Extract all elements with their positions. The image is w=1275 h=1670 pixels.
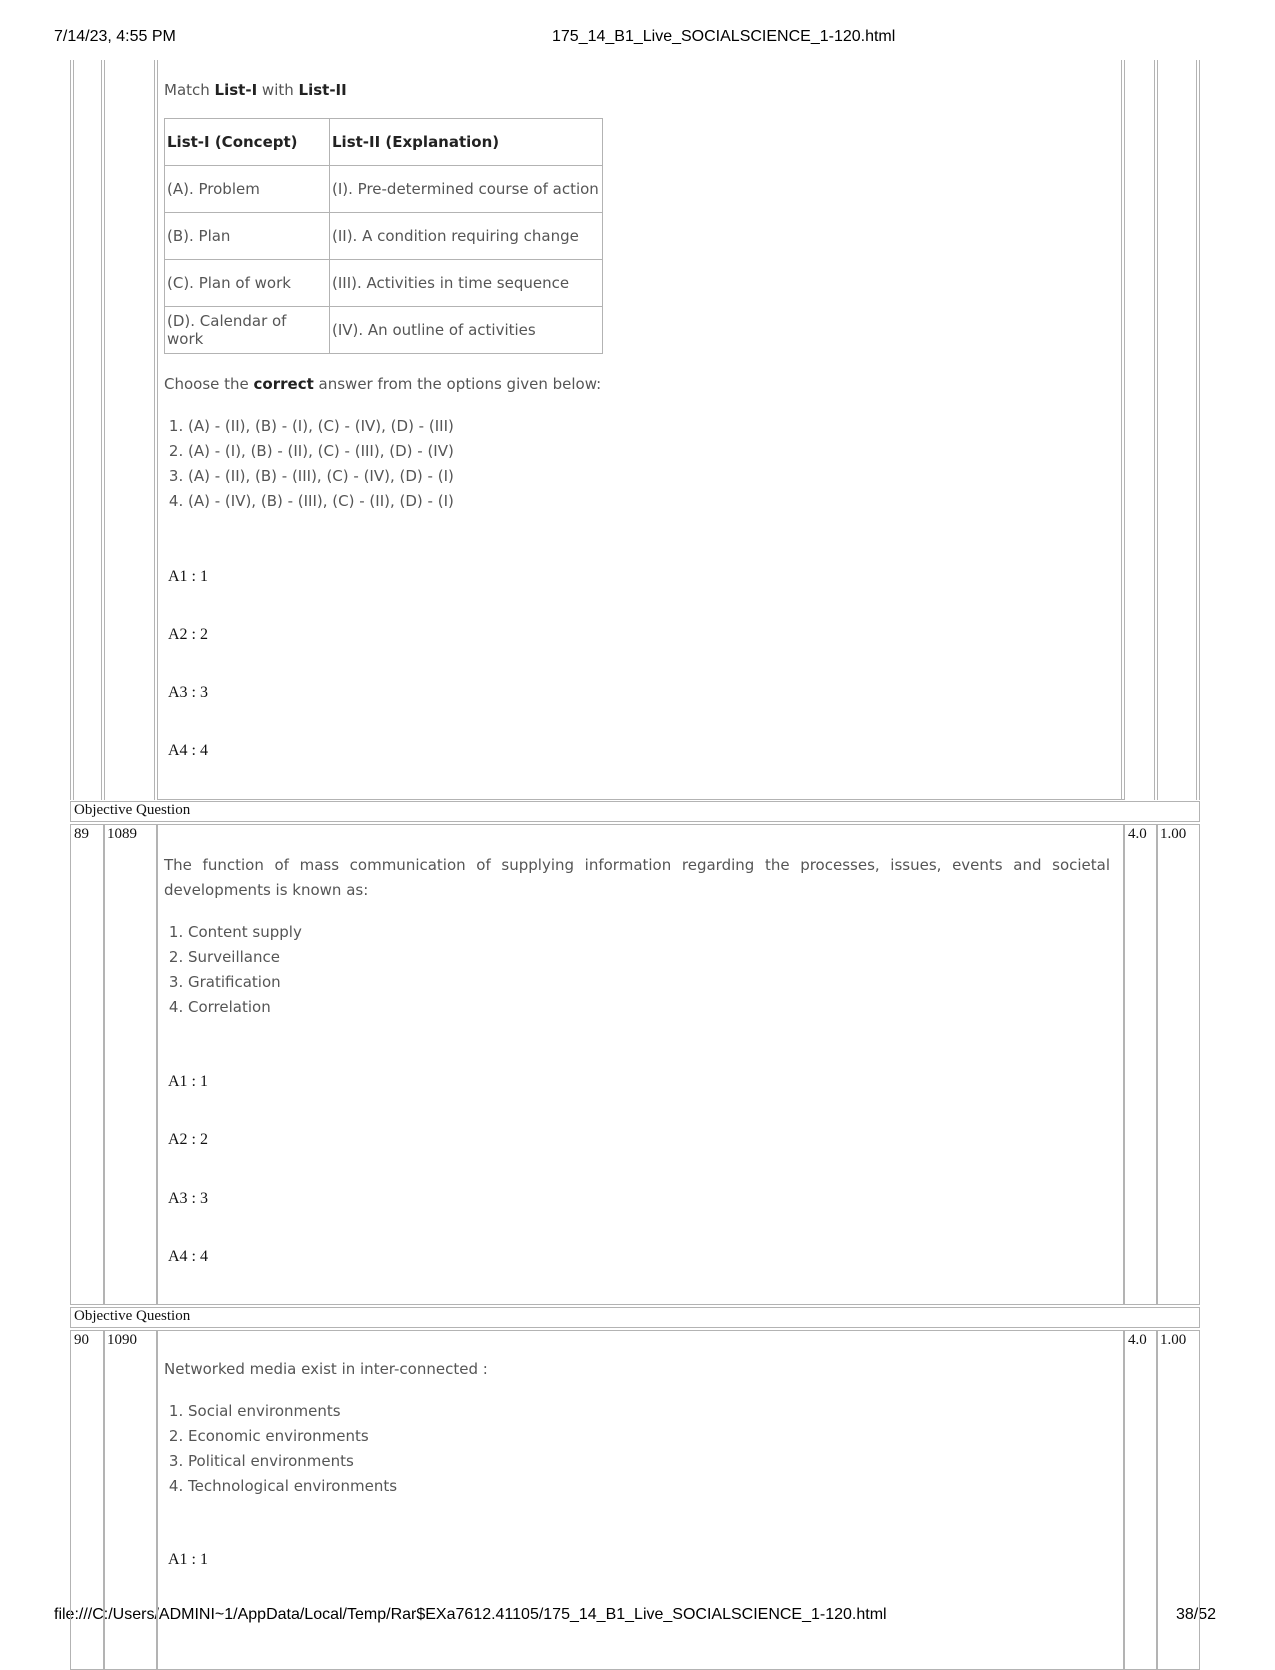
column-rule — [1196, 60, 1197, 800]
answer-option: A4 : 4 — [168, 742, 208, 759]
column-rule — [157, 60, 158, 800]
column-rule — [101, 60, 102, 800]
answer-option: A1 : 1 — [168, 1073, 208, 1090]
option-item: 3. Political environments — [188, 1449, 397, 1474]
table-cell: (IV). An outline of activities — [330, 307, 603, 354]
column-rule — [154, 60, 155, 800]
choose-instruction: Choose the correct answer from the options given below: — [164, 375, 602, 393]
list2-header: List-II (Explanation) — [330, 119, 603, 166]
table-row — [165, 166, 603, 213]
qid-cell — [104, 1330, 157, 1670]
table-cell: (III). Activities in time sequence — [330, 260, 603, 307]
table-row — [165, 307, 603, 354]
answer-option: A4 : 4 — [168, 1248, 208, 1265]
table-header-row — [165, 119, 603, 166]
option-item: 2. Economic environments — [188, 1424, 397, 1449]
table-cell: (D). Calendar of work — [165, 307, 330, 354]
option-item: 4. Correlation — [188, 995, 302, 1020]
column-rule — [1157, 60, 1158, 800]
column-rule — [1154, 60, 1155, 800]
question-id: 1090 — [107, 1332, 137, 1348]
page-number: 38/52 — [1176, 1606, 1217, 1623]
option-item: 3. Gratification — [188, 970, 302, 995]
answer-option: A1 : 1 — [168, 568, 208, 585]
answer-option: A1 : 1 — [168, 1551, 208, 1568]
table-cell: (B). Plan — [165, 213, 330, 260]
sno-cell — [70, 1330, 104, 1670]
option-item: 4. Technological environments — [188, 1474, 397, 1499]
print-file-path: file:///C:/Users/ADMINI~1/AppData/Local/Temp/Rar$EXa7612.41105/175_14_B1_Live_SOCIALSCIENCE_1-120.html — [54, 1606, 887, 1623]
match-intro: Match List-I with List-II — [164, 81, 347, 99]
option-item: 3. (A) - (II), (B) - (III), (C) - (IV), (D) - (I) — [188, 464, 454, 489]
section-label: Objective Question — [74, 802, 191, 818]
column-rule — [1199, 60, 1200, 800]
cell-bottom-rule — [157, 799, 1124, 800]
column-rule — [1124, 60, 1125, 800]
option-item: 1. Social environments — [188, 1399, 397, 1424]
negative-cell — [1157, 1330, 1200, 1670]
marks: 4.0 — [1128, 826, 1147, 842]
option-item: 2. (A) - (I), (B) - (II), (C) - (III), (D) - (IV) — [188, 439, 454, 464]
sno-cell — [70, 824, 104, 1305]
column-rule — [70, 60, 71, 800]
section-header-row — [70, 801, 1200, 822]
option-item: 4. (A) - (IV), (B) - (III), (C) - (II), (D) - (I) — [188, 489, 454, 514]
list1-header: List-I (Concept) — [165, 119, 330, 166]
option-item: 1. Content supply — [188, 920, 302, 945]
answer-option: A3 : 3 — [168, 1190, 208, 1207]
options-list — [164, 920, 302, 1020]
serial-number: 89 — [74, 826, 89, 842]
options-list — [164, 414, 454, 514]
print-filename: 175_14_B1_Live_SOCIALSCIENCE_1-120.html — [552, 28, 896, 45]
answer-option: A3 : 3 — [168, 684, 208, 701]
question-text: Networked media exist in inter-connected : — [164, 1360, 488, 1378]
table-cell: (II). A condition requiring change — [330, 213, 603, 260]
negative-marks: 1.00 — [1160, 826, 1187, 842]
table-cell: (I). Pre-determined course of action — [330, 166, 603, 213]
serial-number: 90 — [74, 1332, 89, 1348]
answer-option: A2 : 2 — [168, 1131, 208, 1148]
question-id: 1089 — [107, 826, 137, 842]
table-cell: (A). Problem — [165, 166, 330, 213]
table-cell: (C). Plan of work — [165, 260, 330, 307]
option-item: 2. Surveillance — [188, 945, 302, 970]
options-list — [164, 1399, 397, 1499]
question-text-line2: developments is known as: — [164, 881, 369, 899]
question-text-line1: The function of mass communication of supplying information regarding the processes, issues, events and societal — [164, 856, 1110, 874]
section-label: Objective Question — [74, 1308, 191, 1324]
match-table — [164, 118, 603, 354]
qid-cell — [104, 824, 157, 1305]
print-datetime: 7/14/23, 4:55 PM — [54, 28, 176, 45]
negative-marks: 1.00 — [1160, 1332, 1187, 1348]
table-row — [165, 260, 603, 307]
section-header-row — [70, 1307, 1200, 1328]
column-rule — [1121, 60, 1122, 800]
table-row — [165, 213, 603, 260]
marks-cell — [1124, 1330, 1157, 1670]
marks-cell — [1124, 824, 1157, 1305]
answer-option: A2 : 2 — [168, 626, 208, 643]
marks: 4.0 — [1128, 1332, 1147, 1348]
column-rule — [104, 60, 105, 800]
negative-cell — [1157, 824, 1200, 1305]
column-rule — [73, 60, 74, 800]
option-item: 1. (A) - (II), (B) - (I), (C) - (IV), (D) - (III) — [188, 414, 454, 439]
